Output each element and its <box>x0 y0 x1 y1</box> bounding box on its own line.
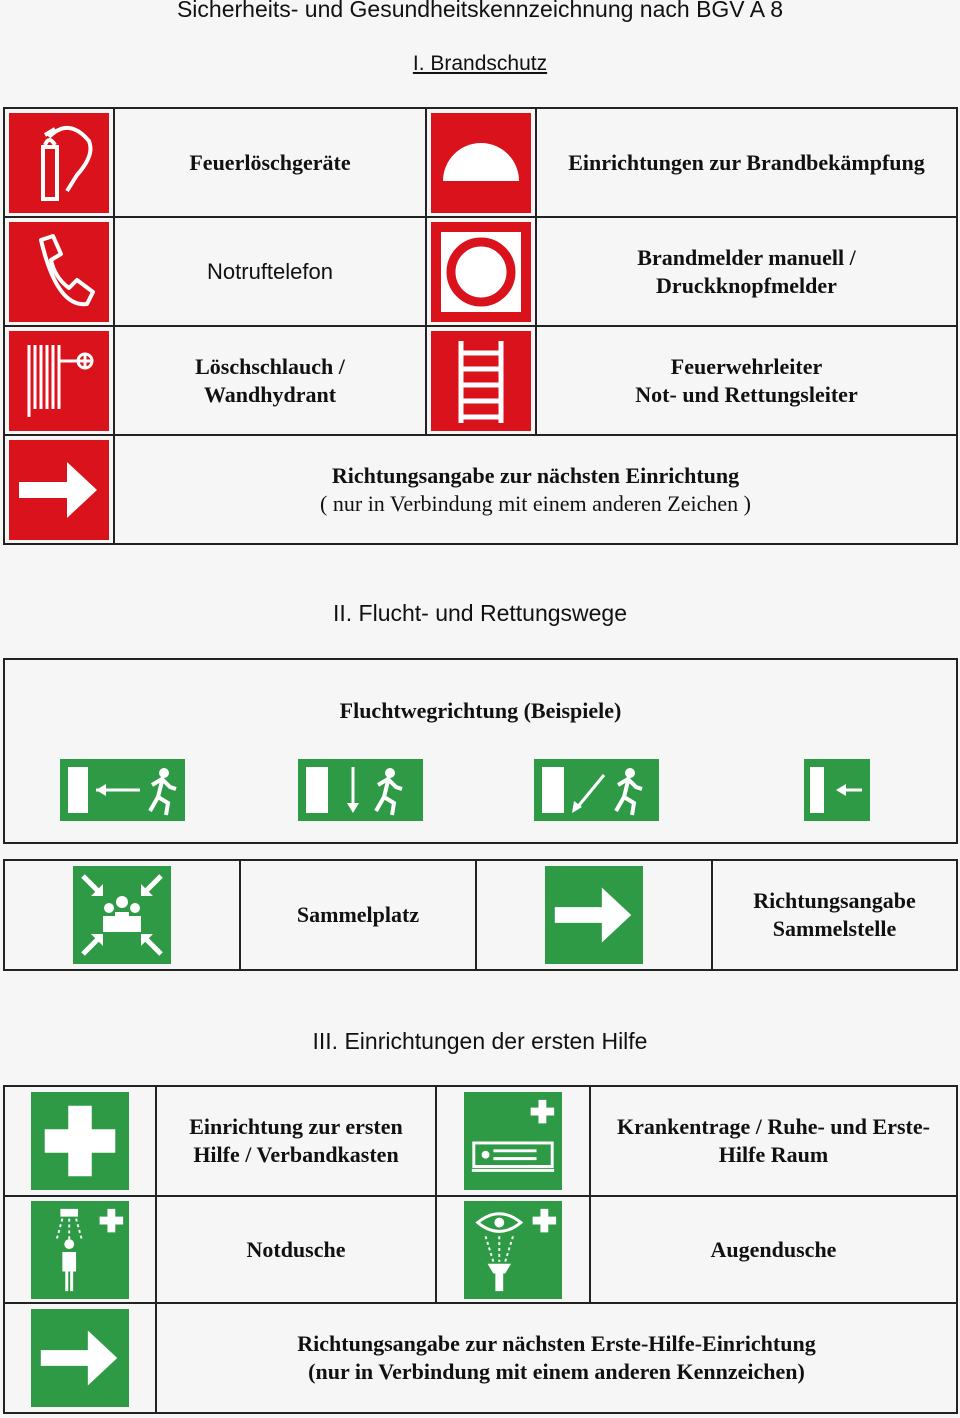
arrow-right-icon <box>31 1309 129 1407</box>
label-line: Richtungsangabe zur nächsten Erste-Hilfe-Einrichtung <box>297 1331 816 1356</box>
label-feuerwehrleiter <box>536 326 957 435</box>
section-heading-erste-hilfe: III. Einrichtungen der ersten Hilfe <box>312 1028 648 1054</box>
label-richtungsangabe-sammelstelle <box>712 860 957 970</box>
fire-alarm-icon <box>431 222 531 322</box>
emergency-shower-icon <box>31 1201 129 1299</box>
label-line: Krankentrage / Ruhe- und Erste- <box>617 1114 930 1139</box>
label-einrichtungen-brandbekaempfung: Einrichtungen zur Brandbekämpfung <box>536 108 957 217</box>
fire-hose-icon <box>9 331 109 431</box>
watermark-text: http <box>40 1367 58 1379</box>
escape-route-box <box>3 658 958 844</box>
label-line: Not- und Rettungsleiter <box>635 381 858 407</box>
eye-shower-icon <box>464 1201 562 1299</box>
sign-cell <box>4 435 114 544</box>
exit-diagonal-icon <box>534 759 659 821</box>
label-loeschschlauch <box>114 326 426 435</box>
exit-left-icon <box>60 759 185 821</box>
label-line: (nur in Verbindung mit einem anderen Kennzeichen) <box>308 1359 805 1384</box>
brandschutz-table <box>3 107 958 545</box>
label-line: Löschschlauch / <box>195 353 345 379</box>
label-line: Richtungsangabe zur nächsten Einrichtung <box>331 462 740 488</box>
label-line: Druckknopfmelder <box>656 272 837 298</box>
sign-cell <box>436 1086 590 1196</box>
label-feuerloeschgeraete: Feuerlöschgeräte <box>114 108 426 217</box>
label-line: Richtungsangabe <box>753 888 916 913</box>
sign-cell <box>4 1303 156 1413</box>
sign-cell <box>426 217 536 326</box>
ladder-icon <box>431 331 531 431</box>
erste-hilfe-table <box>3 1085 958 1414</box>
first-aid-cross-icon <box>31 1092 129 1190</box>
arrow-right-icon <box>9 440 109 540</box>
sammelplatz-table <box>3 859 958 971</box>
sign-cell <box>4 1196 156 1303</box>
sign-cell <box>436 1196 590 1303</box>
label-notruftelefon: Notruftelefon <box>114 217 426 326</box>
label-richtungsangabe-einrichtung <box>114 435 957 544</box>
escape-title: Fluchtwegrichtung (Beispiele) <box>339 698 622 723</box>
sign-cell <box>4 860 240 970</box>
section-heading-brandschutz: I. Brandschutz <box>412 52 548 75</box>
label-erste-hilfe-einrichtung <box>156 1086 436 1196</box>
page-title: Sicherheits- und Gesundheitskennzeichnung nach BGV A 8 <box>176 0 784 22</box>
exit-down-icon <box>298 759 423 821</box>
sign-cell <box>4 326 114 435</box>
label-line: Feuerwehrleiter <box>670 353 823 379</box>
door-arrow-left-icon <box>804 759 870 821</box>
arrow-right-icon <box>545 866 643 964</box>
stretcher-icon <box>464 1092 562 1190</box>
section-heading-flucht: II. Flucht- und Rettungswege <box>332 600 628 626</box>
label-line: Einrichtung zur ersten <box>189 1114 403 1139</box>
sign-cell <box>4 108 114 217</box>
label-augendusche: Augendusche <box>590 1196 957 1303</box>
sign-cell <box>426 108 536 217</box>
label-sammelplatz: Sammelplatz <box>240 860 476 970</box>
phone-icon <box>9 222 109 322</box>
label-richtungsangabe-erste-hilfe <box>156 1303 957 1413</box>
label-line: Sammelstelle <box>772 916 897 941</box>
assembly-point-icon <box>73 866 171 964</box>
label-brandmelder <box>536 217 957 326</box>
sign-cell <box>4 1086 156 1196</box>
label-krankentrage <box>590 1086 957 1196</box>
sign-cell <box>476 860 712 970</box>
label-line: ( nur in Verbindung mit einem anderen Zeichen ) <box>320 490 751 516</box>
label-line: Brandmelder manuell / <box>637 244 856 270</box>
label-line: Hilfe Raum <box>718 1142 829 1167</box>
firefighting-equipment-icon <box>431 113 531 213</box>
sign-cell <box>426 326 536 435</box>
label-line: Hilfe / Verbandkasten <box>193 1142 399 1167</box>
label-line: Wandhydrant <box>203 381 337 407</box>
fire-extinguisher-icon <box>9 113 109 213</box>
sign-cell <box>4 217 114 326</box>
label-notdusche: Notdusche <box>156 1196 436 1303</box>
